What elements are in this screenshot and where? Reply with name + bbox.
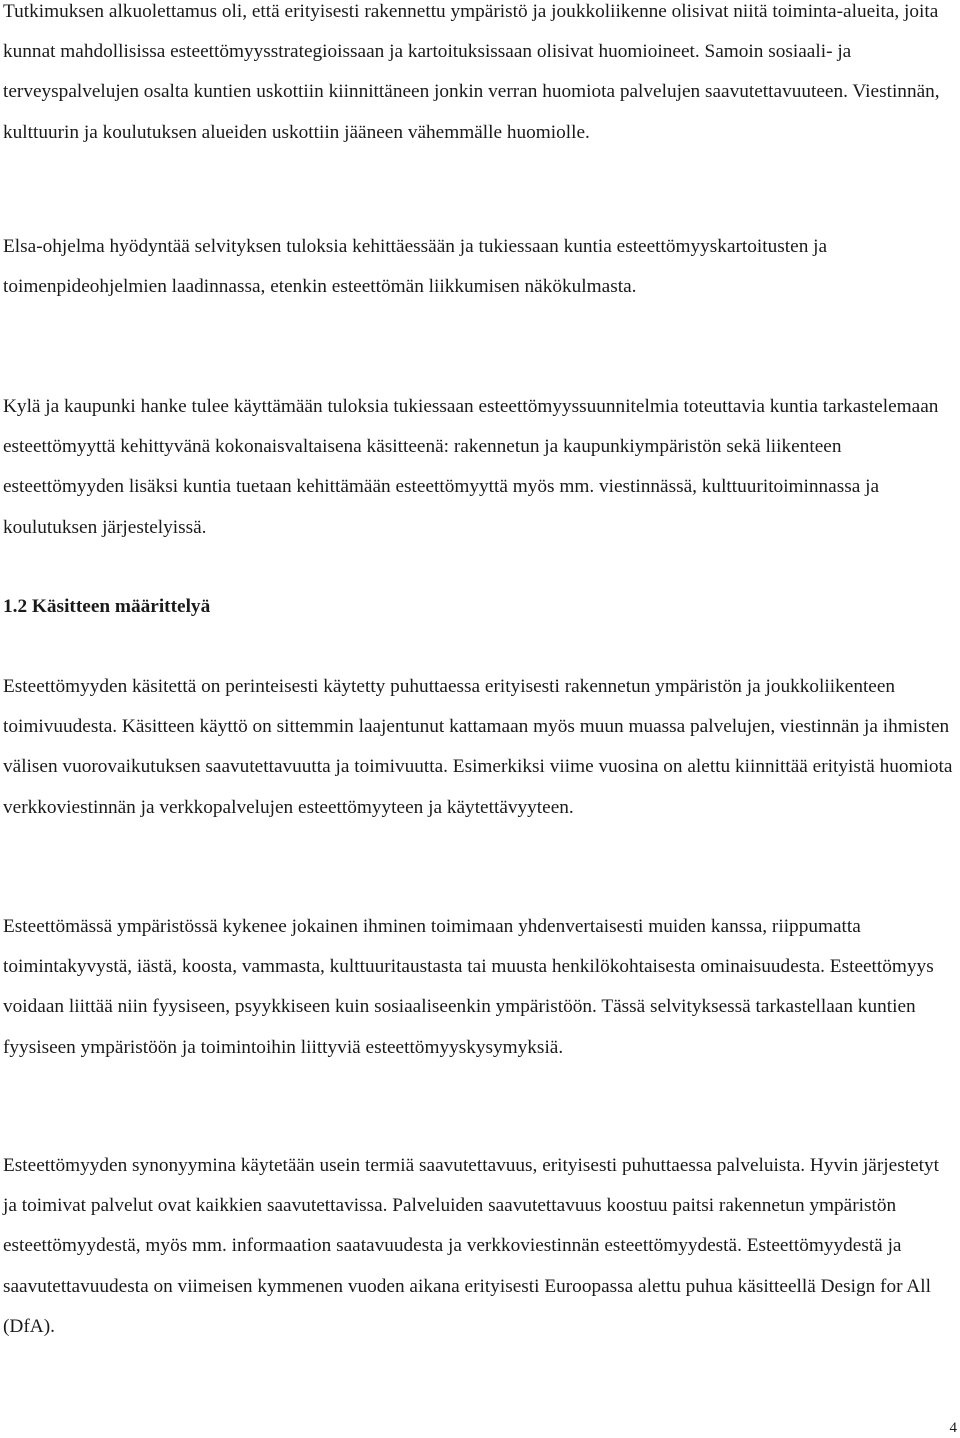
paragraph-accessibility-synonym: Esteettömyyden synonyymina käytetään usein termiä saavutettavuus, erityisesti puhuttaessa palveluista. Hyvin järjestetyt ja toimivat palvelut ovat kaikkien saavutettavissa. Palveluiden saavutettavuus koostuu paitsi rakennetun ympäristön esteettömyydestä, myös mm. informaation saatavuudesta ja verkkoviestinnän esteettömyydestä. Esteettömyydestä ja saavutettavuudesta on viimeisen kymmenen vuoden aikana erityisesti Euroopassa alettu puhua käsitteellä Design for All (DfA). (3, 1155, 939, 1337)
paragraph-village-city-project: Kylä ja kaupunki hanke tulee käyttämään tuloksia tukiessaan esteettömyyssuunnitelmia toteuttavia kuntia tarkastelemaan esteettömyyttä kehittyvänä kokonaisvaltaisena käsitteenä: rakennetun ja kaupunkiympäristön sekä liikenteen esteettömyyden lisäksi kuntia tuetaan kehittämään esteettömyyttä myös mm. viestinnässä, kulttuuritoiminnassa ja koulutuksen järjestelyissä. (3, 396, 939, 538)
paragraph-accessible-environment: Esteettömässä ympäristössä kykenee jokainen ihminen toimimaan yhdenvertaisesti muiden kanssa, riippumatta toimintakyvystä, iästä, koosta, vammasta, kulttuuritaustasta tai muusta henkilökohtaisesta ominaisuudesta. Esteettömyys voidaan liittää niin fyysiseen, psyykkiseen kuin sosiaaliseenkin ympäristöön. Tässä selvityksessä tarkastellaan kuntien fyysiseen ympäristöön ja toimintoihin liittyviä esteettömyyskysymyksiä. (3, 916, 934, 1058)
section-heading: 1.2 Käsitteen määrittelyä (3, 596, 211, 617)
page-number: 4 (949, 1420, 957, 1436)
paragraph-research-assumption: Tutkimuksen alkuolettamus oli, että erityisesti rakennettu ympäristö ja joukkoliikenne olisivat niitä toiminta-alueita, joita kunnat mahdollisissa esteettömyysstrategioissaan ja kartoituksissaan olisivat huomioineet. Samoin sosiaali- ja terveyspalvelujen osalta kuntien uskottiin kiinnittäneen jonkin verran huomiota palvelujen saavutettavuuteen. Viestinnän, kulttuurin ja koulutuksen alueiden uskottiin jääneen vähemmälle huomiolle. (3, 1, 940, 143)
paragraph-concept-definition: Esteettömyyden käsitettä on perinteisesti käytetty puhuttaessa erityisesti rakennetun ympäristön ja joukkoliikenteen toimivuudesta. Käsitteen käyttö on sittemmin laajentunut kattamaan myös muun muassa palvelujen, viestinnän ja ihmisten välisen vuorovaikutuksen saavutettavuutta ja toimivuutta. Esimerkiksi viime vuosina on alettu kiinnittää erityistä huomiota verkkoviestinnän ja verkkopalvelujen esteettömyyteen ja käytettävyyteen. (3, 676, 953, 818)
paragraph-elsa-program: Elsa-ohjelma hyödyntää selvityksen tuloksia kehittäessään ja tukiessaan kuntia esteettömyyskartoitusten ja toimenpideohjelmien laadinnassa, etenkin esteettömän liikkumisen näkökulmasta. (3, 236, 828, 298)
